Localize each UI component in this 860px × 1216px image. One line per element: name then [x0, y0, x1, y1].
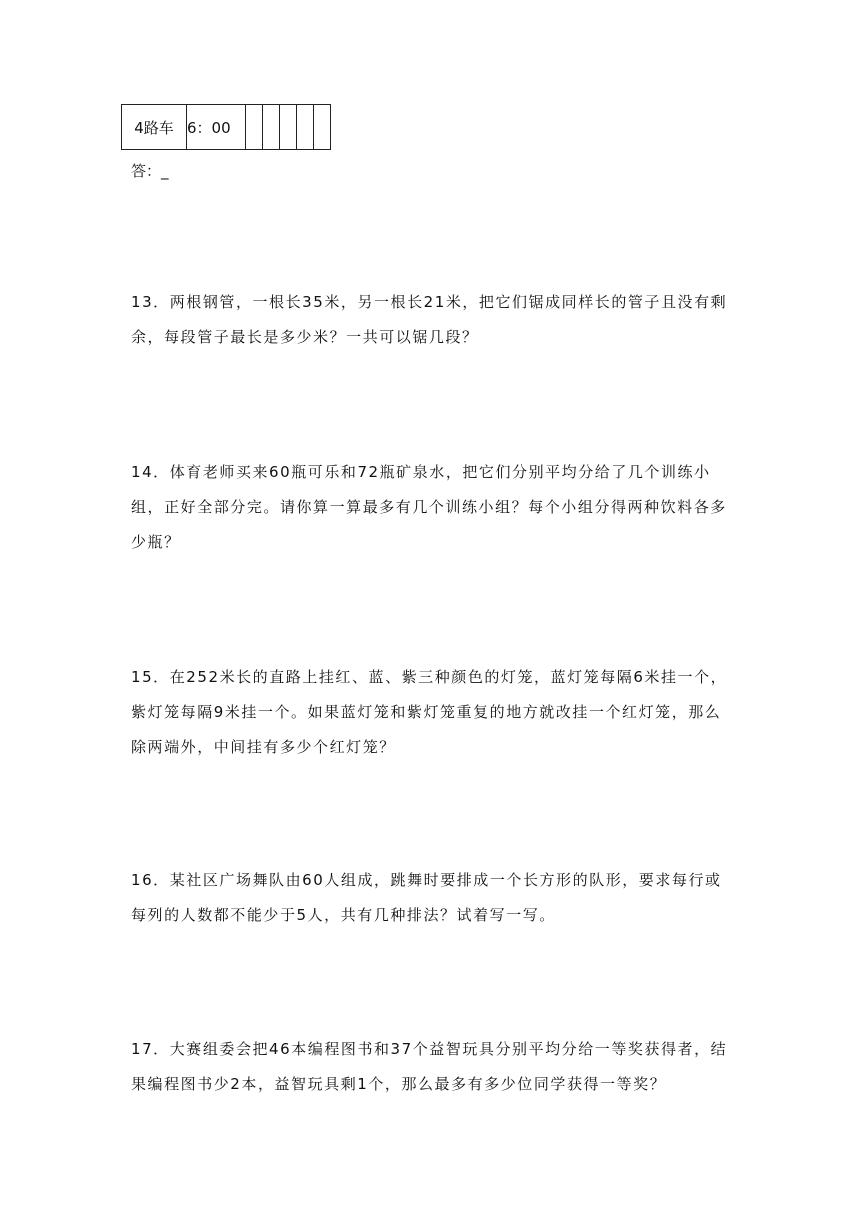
question-text: 某社区广场舞队由60人组成，跳舞时要排成一个长方形的队形，要求每行或每列的人数都不能少于5人，共有几种排法？试着写一写。 — [131, 871, 722, 924]
question-number: 13． — [131, 293, 170, 311]
blank-cell-5 — [314, 105, 331, 150]
question-17 — [131, 1032, 731, 1102]
question-number: 16． — [131, 871, 170, 889]
blank-cell-1 — [246, 105, 263, 150]
question-number: 17． — [131, 1040, 170, 1058]
question-text: 大赛组委会把46本编程图书和37个益智玩具分别平均分给一等奖获得者，结果编程图书少2本，益智玩具剩1个，那么最多有多少位同学获得一等奖？ — [131, 1040, 728, 1093]
blank-cell-2 — [263, 105, 280, 150]
time-cell: 6：00 — [187, 105, 246, 150]
question-15 — [131, 660, 731, 765]
question-14 — [131, 455, 731, 560]
question-16 — [131, 863, 731, 933]
question-13 — [131, 285, 731, 355]
blank-cell-4 — [297, 105, 314, 150]
table-row — [122, 105, 331, 150]
question-number: 14． — [131, 463, 170, 481]
answer-line: 答：_ — [131, 162, 169, 180]
route-cell: 4路车 — [122, 105, 187, 150]
question-text: 体育老师买来60瓶可乐和72瓶矿泉水，把它们分别平均分给了几个训练小组，正好全部分完。请你算一算最多有几个训练小组？每个小组分得两种饮料各多少瓶？ — [131, 463, 727, 551]
question-text: 在252米长的直路上挂红、蓝、紫三种颜色的灯笼，蓝灯笼每隔6米挂一个，紫灯笼每隔9米挂一个。如果蓝灯笼和紫灯笼重复的地方就改挂一个红灯笼，那么除两端外，中间挂有多少个红灯笼？ — [131, 668, 728, 756]
question-text: 两根钢管，一根长35米，另一根长21米，把它们锯成同样长的管子且没有剩余，每段管子最长是多少米？一共可以锯几段？ — [131, 293, 728, 346]
blank-cell-3 — [280, 105, 297, 150]
question-number: 15． — [131, 668, 170, 686]
bus-schedule-table — [121, 104, 331, 150]
